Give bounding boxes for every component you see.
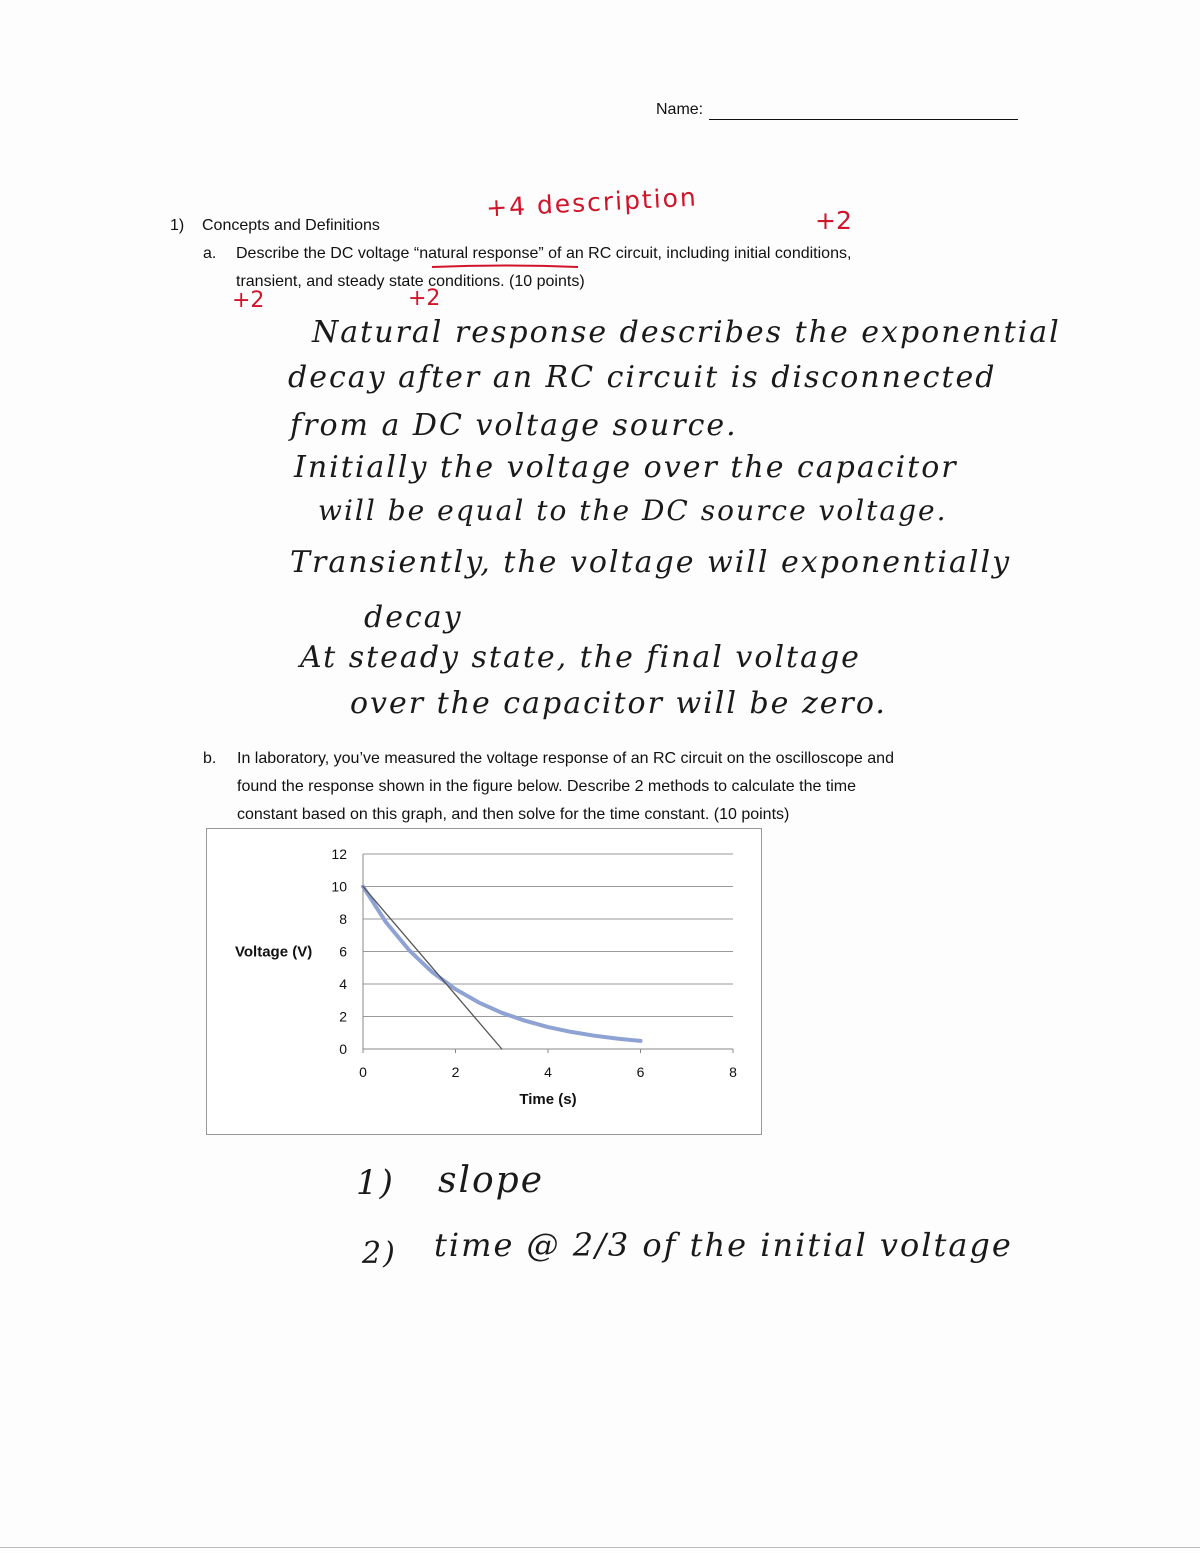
x-axis-label: Time (s) <box>519 1091 577 1108</box>
answer-a-line7: decay <box>364 600 463 635</box>
grade-mark-plus2-mid: +2 <box>408 286 441 311</box>
part-b-line2: found the response shown in the figure below. Describe 2 methods to calculate the time <box>237 778 857 795</box>
answer-b-item1-number: 1) <box>356 1163 395 1203</box>
answer-a-line4: Initially the voltage over the capacitor <box>294 450 958 485</box>
part-b-line3: constant based on this graph, and then solve for the time constant. (10 points) <box>237 806 790 823</box>
answer-b-item2-number: 2) <box>362 1236 397 1271</box>
answer-a-line6: Transiently, the voltage will exponentially <box>290 545 1012 580</box>
answer-a-line9: over the capacitor will be zero. <box>350 686 887 721</box>
y-axis-label: Voltage (V) <box>235 943 313 961</box>
red-underline <box>430 263 580 271</box>
y-tick-label: 0 <box>339 1041 347 1057</box>
name-field-line <box>709 119 1018 120</box>
answer-a-line5: will be equal to the DC source voltage. <box>318 494 948 527</box>
grade-mark-plus2-left: +2 <box>232 288 265 313</box>
y-tick-label: 12 <box>331 846 347 862</box>
x-tick-label: 6 <box>636 1064 645 1080</box>
answer-a-line2: decay after an RC circuit is disconnected <box>288 360 997 395</box>
x-tick-label: 0 <box>359 1064 367 1080</box>
answer-a-line1: Natural response describes the exponential <box>312 315 1061 350</box>
question-number: 1) <box>170 217 185 234</box>
part-a-letter: a. <box>203 245 217 262</box>
answer-a-line3: from a DC voltage source. <box>290 408 738 443</box>
voltage-curve <box>363 887 641 1041</box>
y-tick-label: 4 <box>339 976 347 992</box>
y-tick-label: 10 <box>331 878 347 895</box>
grade-mark-description: +4 description <box>485 182 699 223</box>
answer-b-item1: slope <box>438 1160 545 1201</box>
y-tick-label: 2 <box>339 1008 347 1025</box>
part-a-line2: transient, and steady state conditions. (10 points) <box>236 273 585 290</box>
part-b-letter: b. <box>203 750 217 767</box>
scan-edge <box>0 1547 1200 1548</box>
answer-a-line8: At steady state, the final voltage <box>300 640 861 675</box>
x-tick-label: 8 <box>729 1064 737 1080</box>
answer-b-item2: time @ 2/3 of the initial voltage <box>434 1226 1013 1264</box>
part-b-line1: In laboratory, you’ve measured the voltage response of an RC circuit on the oscilloscope and <box>237 750 894 767</box>
y-tick-label: 8 <box>339 911 347 927</box>
tangent-line <box>363 887 502 1050</box>
question-title: Concepts and Definitions <box>202 217 380 234</box>
grade-mark-plus2-right: +2 <box>815 206 852 235</box>
part-a-line1: Describe the DC voltage “natural response” of an RC circuit, including initial conditions, <box>236 245 852 262</box>
chart-canvas <box>207 829 761 1134</box>
name-label: Name: <box>656 101 704 118</box>
x-tick-label: 2 <box>451 1064 460 1080</box>
x-tick-label: 4 <box>544 1064 552 1080</box>
y-tick-label: 6 <box>339 943 347 960</box>
voltage-chart <box>206 828 762 1135</box>
